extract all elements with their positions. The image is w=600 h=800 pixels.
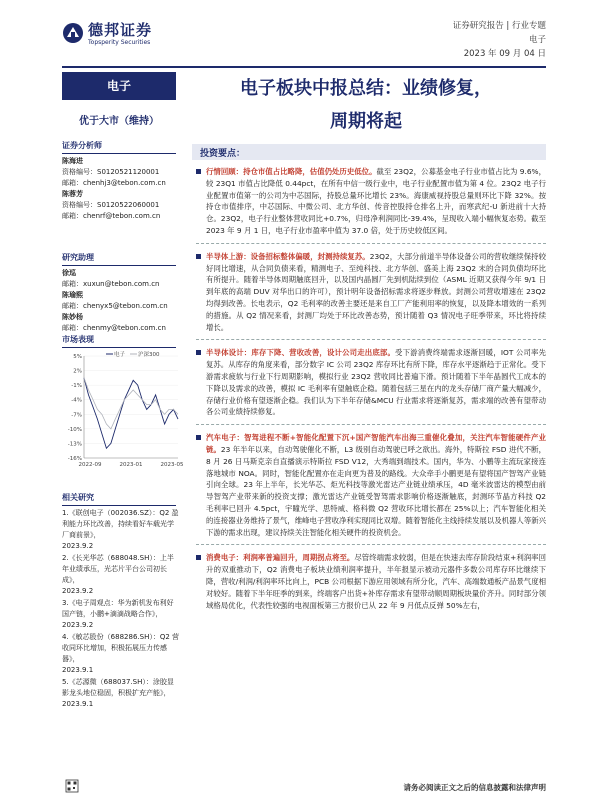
related-item-title: 1.《联创电子（002036.SZ）：Q2 盈利能力环比改善，持续看好车载光学厂商前景》， xyxy=(62,509,179,539)
paragraph-lead: 半导体上游：设备招标整体偏暖，封测持续复苏。 xyxy=(206,251,370,261)
paragraph-text: 23 年半年以来，自动驾驶催化不断，L3 级别自动驾驶已呼之欲出。海外，特斯拉 FSD 进代不断，8 月 26 日马斯克亲自直播演示特斯拉 FSD V12，大秀端到端技术。国内，华为、小鹏等主流玩家接连落地城市 NOA。同时，智能化配置亦在走向更为普及的路线。大众牵手小鹏更是有望将国产智驾产业链引向全球。23 年上半年，长光华芯、炬光科技等激光雷达产业链业绩承压，4D 毫米波雷达的模型由前导智驾产业带来新的投资支撑；激光雷达产业链受智驾需求影响价格逐渐触底，封测环节晶方科技 Q2 毛利率已回升 4.5pct，宇瞳光学、思特威、格科微 Q2 营收环比增长都在 25%以上；汽车智能化相关的连接器业务维持了景气，维峰电子营收净利实现同比双增。随着智能化主线持续发展以及机器人等新兴下游的需求出现，建议持续关注智能化相关硬件的投资机会。 xyxy=(206,444,546,537)
bullet-icon xyxy=(196,350,201,355)
related-item-title: 2.《长光华芯（688048.SH）：上半年业绩承压，光芯片平台公司初长成》， xyxy=(62,554,174,584)
analysts-list xyxy=(62,156,180,222)
assistant-item xyxy=(62,290,180,312)
related-item[interactable] xyxy=(62,632,180,676)
analyst-item xyxy=(62,156,180,189)
assistant-email: 邮箱：xuxun@tebon.com.cn xyxy=(62,280,160,288)
paragraph-text: 受下游消费终端需求逐渐回暖，IOT 公司率先复苏。从库存的角度来看，部分数字 IC 公司 23Q2 库存环比有所下降，库存水平逐渐趋于正常化。受下游需求疲软与行业下行周期影响，模拟行业 23Q2 营收同比普遍下滑。预计随着下半年晶圆代工成本的下降以及需求的改善，模拟 IC 毛利率有望触底企稳。随着包括三星在内的龙头存储厂商产量大幅减少，存储行业价格有望逐渐企稳。我们认为下半年存储&MCU 行业需求将逐渐复苏，需求端的改善有望带动各公司业绩持续修复。 xyxy=(206,348,546,417)
key-points-header xyxy=(192,144,546,160)
key-point-paragraph xyxy=(196,166,546,244)
paragraph-text: 截至 23Q2，公募基金电子行业市值占比为 9.6%，较 23Q1 市值占比降低 0.44pct，在所有中信一级行业中，电子行业配置市值为第 4 位。23Q2 电子行业配置市值第一的公司为中芯国际，持股总量环比增长 23%。海康威视持股总量则环比下降 32%。按持仓市值排序，中芯国际、中微公司、北方华创、传音控股持仓排名上升，而寒武纪-U 新进前十大持仓。23Q2，电子行业整体营收同比+0.7%，归母净利润同比-39.4%，呈现收入端小幅恢复态势。截至 2023 年 9 月 1 日，电子行业市盈率中值为 37.0 倍，处于历史较低区间。 xyxy=(206,167,546,235)
rating: 优于大市（维持） xyxy=(79,116,159,127)
assistant-item xyxy=(62,312,180,334)
assistant-email: 邮箱：chenmy@tebon.com.cn xyxy=(62,324,166,332)
y-tick-label: 5% xyxy=(73,354,82,360)
y-tick-label: -1% xyxy=(71,383,82,390)
x-tick-label: 2022-09 xyxy=(78,462,102,468)
related-item-title: 5.《芯源微（688037.SH）：涂胶显影龙头地位稳固，积极扩充产能》， xyxy=(62,678,174,697)
related-item[interactable] xyxy=(62,677,180,710)
report-header-info xyxy=(453,19,546,61)
assistants-list xyxy=(62,268,180,334)
related-item-date: 2023.9.2 xyxy=(62,542,94,550)
paragraph-text: 尽管终端需求较弱，但是在快速去库存阶段结束+利润率回升的双重推动下，Q2 消费电子板块业绩利润率提升，半年报显示被动元器件多数公司库存环比继续下降，营收/利润/利润率环比向上，PCB 公司根据下游应用领域有所分化，汽车、高端数通板产品景气度相对较好。随着下半年旺季的到来，终端客户出货+补库存需求有望带动顺周期板块量价齐升。同时部分领域格局优化，代表性较强的电视面板第三方报价已从 22 年 9 月低点反弹 50%左右， xyxy=(206,553,546,610)
company-name: 德邦证券 xyxy=(88,21,153,39)
analyst-name: 陈海进 xyxy=(62,157,83,165)
paragraph-text: 23Q2，大部分前道半导体设备公司的营收继续保持较好同比增速，从合同负债来看，精测电子、至纯科技、北方华创、盛美上海 23Q2 末的合同负债均环比有所提升。随着半导体周期触底回升，以及国内晶圆厂先到机陆续到位（ASML 近期又获得今年 9/1 日到年底的高端 DUV 对华出口的许可），预计明年设备招标需求将逐步释放。封测公司营收增速在 23Q2 均得到改善。长电表示，Q2 毛利率的改善主要还是来自工厂产能利用率的恢复，以及降本增效的一系列的措施。从 Q2 情况来看，封测厂均处于环比改善态势，预计随着 Q3 情况电子旺季带来，环比将持续增长。 xyxy=(206,251,546,332)
title-line-1: 电子板块中报总结：业绩修复， xyxy=(240,78,492,99)
qr-code-icon xyxy=(66,780,78,792)
bullet-icon xyxy=(196,254,201,259)
disclaimer-footer: 请务必阅读正文之后的信息披露和法律声明 xyxy=(403,783,546,792)
key-point-paragraph xyxy=(196,347,546,425)
bullet-icon xyxy=(196,555,201,560)
related-item-title: 3.《电子周观点：华为新机发布利好国产链，小鹏+滴滴战略合作》， xyxy=(62,599,174,618)
related-item-date: 2023.9.1 xyxy=(62,700,94,708)
report-date: 2023 年 09 月 04 日 xyxy=(463,49,546,59)
market-performance-chart xyxy=(62,346,184,478)
header-divider xyxy=(62,66,546,68)
analyst-cert: 资格编号：S0120522060001 xyxy=(62,201,160,209)
key-points-heading: 投资要点： xyxy=(200,149,246,159)
key-point-paragraph xyxy=(196,552,546,617)
paragraph-lead: 半导体设计：库存下降、营收改善，设计公司走出底部。 xyxy=(206,348,396,358)
related-item-title: 4.《敏芯股份（688286.SH）：Q2 营收同环比增加，积极拓展压力传感器》， xyxy=(62,633,180,663)
report-type: 证券研究报告 | 行业专题 xyxy=(452,21,546,31)
paragraph-lead: 消费电子：利润率普遍回升，周期拐点将至。 xyxy=(206,553,355,563)
sector-label: 电子 xyxy=(62,72,176,100)
key-point-paragraph xyxy=(196,432,546,545)
y-tick-label: -16% xyxy=(67,456,82,462)
company-logo xyxy=(62,22,180,46)
y-tick-label: -13% xyxy=(67,441,82,448)
bullet-icon xyxy=(196,169,201,174)
related-item-date: 2023.9.2 xyxy=(62,621,94,629)
analyst-email: 邮箱：chenhj3@tebon.com.cn xyxy=(62,179,166,187)
related-research-list xyxy=(62,508,180,711)
assistant-item xyxy=(62,268,180,290)
y-tick-label: 2% xyxy=(73,368,82,375)
title-line-2: 周期将起 xyxy=(330,111,402,132)
x-tick-label: 2023-05 xyxy=(160,462,184,468)
related-item-date: 2023.9.2 xyxy=(62,587,94,595)
analyst-email: 邮箱：chenrf@tebon.com.cn xyxy=(62,212,161,220)
legend-label: 电子 xyxy=(114,352,126,358)
y-tick-label: -4% xyxy=(71,397,82,404)
related-item[interactable] xyxy=(62,553,180,597)
logo-mark-icon xyxy=(62,22,84,44)
key-points-body xyxy=(196,166,546,624)
bullet-icon xyxy=(196,435,201,440)
company-name-en: Topsperity Securities xyxy=(88,39,151,46)
y-tick-label: -10% xyxy=(67,426,82,433)
assistant-name: 徐巡 xyxy=(62,269,76,277)
related-item[interactable] xyxy=(62,598,180,631)
industry-label: 电子 xyxy=(528,35,546,45)
related-heading: 相关研究 xyxy=(62,492,176,506)
assistant-email: 邮箱：chenyx5@tebon.com.cn xyxy=(62,302,168,310)
analyst-item xyxy=(62,189,180,222)
market-heading: 市场表现 xyxy=(62,334,176,348)
y-tick-label: -7% xyxy=(71,412,82,419)
analyst-cert: 资格编号：S0120521120001 xyxy=(62,168,160,176)
related-item[interactable] xyxy=(62,508,180,552)
report-title xyxy=(186,72,546,138)
analysts-heading: 证券分析师 xyxy=(62,140,176,154)
assistants-heading: 研究助理 xyxy=(62,252,176,266)
assistant-name: 陈瑜熙 xyxy=(62,291,83,299)
assistant-name: 陈妙杨 xyxy=(62,313,83,321)
legend-label: 沪深300 xyxy=(138,352,160,358)
paragraph-lead: 行情回顾：持仓市值占比略降，估值仍处历史低位。 xyxy=(206,167,377,176)
x-tick-label: 2023-01 xyxy=(119,462,143,468)
key-point-paragraph xyxy=(196,251,546,341)
paragraph-lead: 汽车电子：智驾进程不断+智能化配置下沉+国产智能汽车出海三重催化叠加，关注汽车智能硬件产业链。 xyxy=(206,433,546,454)
related-item-date: 2023.9.1 xyxy=(62,666,94,674)
analyst-name: 陈蓉芳 xyxy=(62,190,83,198)
